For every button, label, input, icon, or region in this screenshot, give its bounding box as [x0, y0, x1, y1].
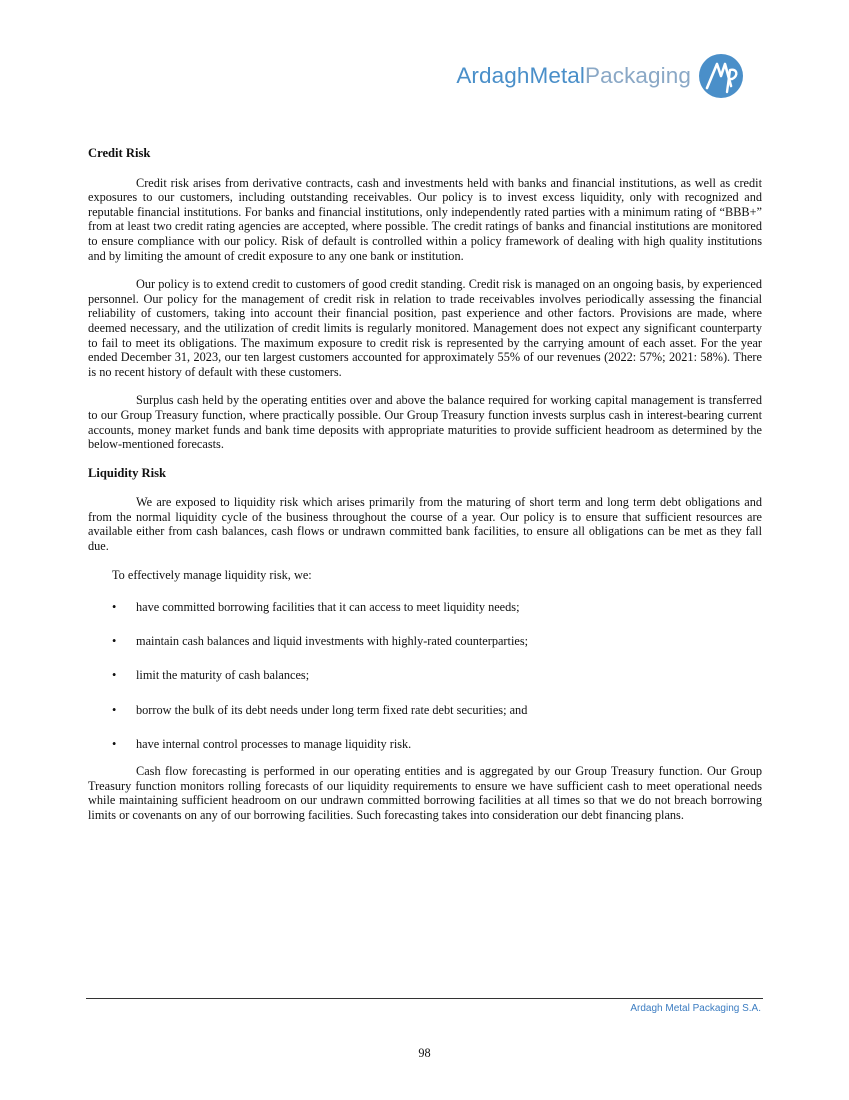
- page-number: 98: [418, 1046, 431, 1060]
- list-item: [88, 668, 762, 683]
- list-item-text: borrow the bulk of its debt needs under long term fixed rate debt securities; and: [136, 702, 528, 717]
- list-item-text: maintain cash balances and liquid investments with highly-rated counterparties;: [136, 634, 529, 649]
- liquidity-measures-list: [88, 600, 762, 751]
- footer-divider: [86, 998, 763, 999]
- logo-wordmark: [456, 63, 691, 89]
- list-item-text: have committed borrowing facilities that it can access to meet liquidity needs;: [136, 600, 520, 615]
- list-item-text: limit the maturity of cash balances;: [136, 668, 310, 683]
- bullet-icon: •: [112, 600, 117, 615]
- liquidity-risk-intro: To effectively manage liquidity risk, we:: [112, 567, 312, 582]
- footer-company-name: Ardagh Metal Packaging S.A.: [630, 1003, 761, 1014]
- liquidity-risk-paragraph-1: We are exposed to liquidity risk which arises primarily from the maturing of short term and long term debt obligations and from the normal liquidity cycle of the business throughout the course of a year. Our policy is to ensure that sufficient resources are available either from cash balances, cash flows or undrawn committed bank facilities, to ensure all obligations can be met as they fall due.: [88, 495, 762, 554]
- logo-word-packaging: Packaging: [585, 63, 691, 88]
- bullet-icon: •: [112, 736, 117, 751]
- list-item: [88, 600, 762, 615]
- list-item: [88, 703, 762, 718]
- company-logo: [456, 52, 745, 100]
- bullet-icon: •: [112, 702, 117, 717]
- bullet-icon: •: [112, 634, 117, 649]
- liquidity-risk-paragraph-2: Cash flow forecasting is performed in our operating entities and is aggregated by our Group Treasury function. Our Group Treasury function monitors rolling forecasts of our liquidity requirements to ensure we have sufficient cash to meet operational needs while maintaining sufficient headroom on our undrawn committed borrowing facilities at all times so that we do not breach borrowing limits or covenants on any of our borrowing facilities. Such forecasting takes into consideration our debt financing plans.: [88, 764, 762, 822]
- credit-risk-paragraph-3: Surplus cash held by the operating entities over and above the balance required for working capital management is transferred to our Group Treasury function, where practically possible. Our Group Treasury function invests surplus cash in interest-bearing current accounts, money market funds and bank time deposits with appropriate maturities to provide sufficient headroom as determined by the below-mentioned forecasts.: [88, 393, 762, 452]
- credit-risk-paragraph-1: Credit risk arises from derivative contracts, cash and investments held with banks and financial institutions, as well as credit exposures to our customers, including outstanding receivables. Our policy is to invest excess liquidity, only with recognized and reputable financial institutions. For banks and financial institutions, only independently rated parties with a minimum rating of “BBB+” from at least two credit rating agencies are accepted, where possible. The credit ratings of banks and financial institutions are monitored to ensure compliance with our policy. Risk of default is controlled within a policy framework of dealing with high quality institutions and by limiting the amount of credit exposure to any one bank or institution.: [88, 175, 762, 263]
- amp-monogram-icon: [697, 52, 745, 100]
- list-item: [88, 634, 762, 649]
- credit-risk-heading: Credit Risk: [88, 146, 151, 160]
- main-content: [88, 146, 762, 837]
- bullet-icon: •: [112, 668, 117, 683]
- liquidity-risk-heading: Liquidity Risk: [88, 465, 167, 480]
- list-item: [88, 737, 762, 752]
- list-item-text: have internal control processes to manage liquidity risk.: [136, 736, 412, 751]
- logo-word-ardagh: Ardagh: [456, 63, 530, 88]
- logo-word-metal: Metal: [529, 63, 586, 88]
- credit-risk-paragraph-2: Our policy is to extend credit to customers of good credit standing. Credit risk is managed on an ongoing basis, by experienced personnel. Our policy for the management of credit risk in relation to trade receivables involves periodically assessing the financial reliability of customers, taking into account their financial position, past experience and other factors. Provisions are made, where deemed necessary, and the utilization of credit limits is regularly monitored. Management does not expect any significant counterparty to fail to meet its obligations. The maximum exposure to credit risk is represented by the carrying amount of each asset. For the year ended December 31, 2023, our ten largest customers accounted for approximately 55% of our revenues (2022: 57%; 2021: 58%). There is no recent history of default with these customers.: [88, 277, 762, 379]
